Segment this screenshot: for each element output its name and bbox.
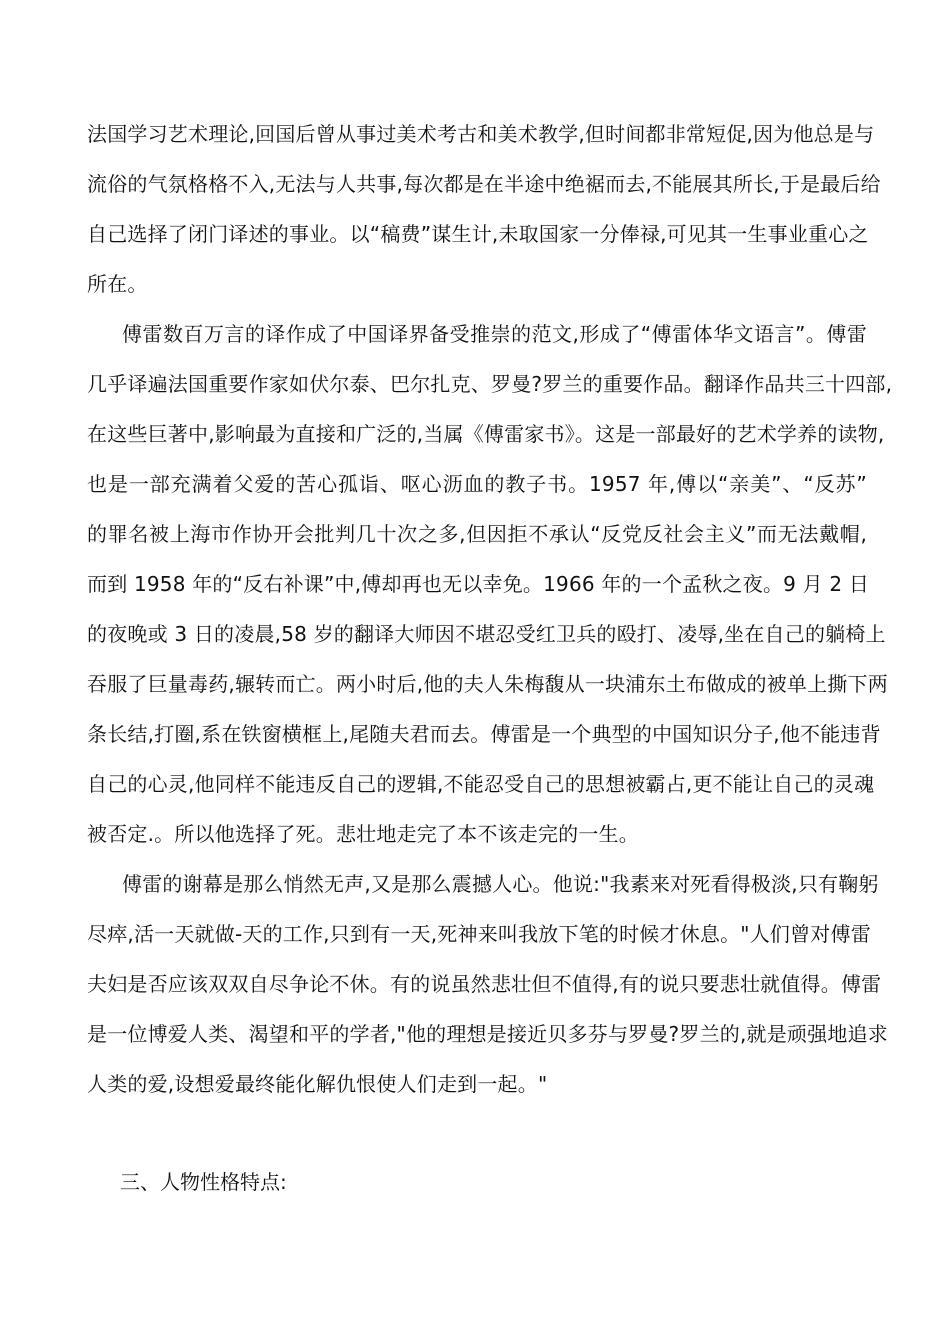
paragraph-3-line-1: 傅雷的谢幕是那么悄然无声,又是那么震撼人心。他说:"我素来对死看得极淡,只有鞠躬	[122, 872, 879, 896]
paragraph-3-line-4: 是一位博爱人类、渴望和平的学者,"他的理想是接近贝多芬与罗曼?罗兰的,就是顽强地追求	[87, 1022, 888, 1046]
paragraph-2-line-6: 而到 1958 年的“反右补课”中,傅却再也无以幸免。1966 年的一个孟秋之夜。9 月 2 日	[87, 572, 870, 596]
paragraph-1-line-1: 法国学习艺术理论,回国后曾从事过美术考古和美术教学,但时间都非常短促,因为他总是与	[87, 122, 875, 146]
paragraph-3-line-3: 夫妇是否应该双双自尽争论不休。有的说虽然悲壮但不值得,有的说只要悲壮就值得。傅雷	[87, 972, 882, 996]
paragraph-1-line-3: 自己选择了闭门译述的事业。以“稿费”谋生计,未取国家一分俸禄,可见其一生事业重心之	[87, 222, 869, 246]
paragraph-2-line-1: 傅雷数百万言的译作成了中国译界备受推崇的范文,形成了“傅雷体华文语言”。傅雷	[122, 322, 867, 346]
paragraph-1-line-2: 流俗的气氛格格不入,无法与人共事,每次都是在半途中绝裾而去,不能展其所长,于是最后给	[87, 172, 881, 196]
paragraph-2-line-4: 也是一部充满着父爱的苦心孤诣、呕心沥血的教子书。1957 年,傅以“亲美”、“反苏”	[87, 472, 867, 496]
paragraph-3-line-5: 人类的爱,设想爱最终能化解仇恨使人们走到一起。"	[87, 1072, 548, 1096]
paragraph-2-line-2: 几乎译遍法国重要作家如伏尔泰、巴尔扎克、罗曼?罗兰的重要作品。翻译作品共三十四部,	[87, 372, 893, 396]
paragraph-2-line-10: 自己的心灵,他同样不能违反自己的逻辑,不能忍受自己的思想被霸占,更不能让自己的灵魂	[87, 772, 875, 796]
paragraph-2-line-11: 被否定.。所以他选择了死。悲壮地走完了本不该走完的一生。	[87, 822, 639, 846]
paragraph-2-line-7: 的夜晚或 3 日的凌晨,58 岁的翻译大师因不堪忍受红卫兵的殴打、凌辱,坐在自己的躺椅上	[87, 622, 886, 646]
paragraph-2-line-5: 的罪名被上海市作协开会批判几十次之多,但因拒不承认“反党反社会主义”而无法戴帽,	[87, 522, 867, 546]
paragraph-2-line-9: 条长结,打圈,系在铁窗横框上,尾随夫君而去。傅雷是一个典型的中国知识分子,他不能违背	[87, 722, 881, 746]
paragraph-1-line-4: 所在。	[87, 272, 148, 296]
paragraph-2-line-8: 吞服了巨量毒药,辗转而亡。两小时后,他的夫人朱梅馥从一块浦东土布做成的被单上撕下两	[87, 672, 888, 696]
paragraph-2-line-3: 在这些巨著中,影响最为直接和广泛的,当属《傅雷家书》。这是一部最好的艺术学养的读物,	[87, 422, 885, 446]
paragraph-3-line-2: 尽瘁,活一天就做-天的工作,只到有一天,死神来叫我放下笔的时候才休息。"人们曾对傅雷	[87, 922, 871, 946]
section-heading: 三、人物性格特点:	[120, 1170, 287, 1194]
